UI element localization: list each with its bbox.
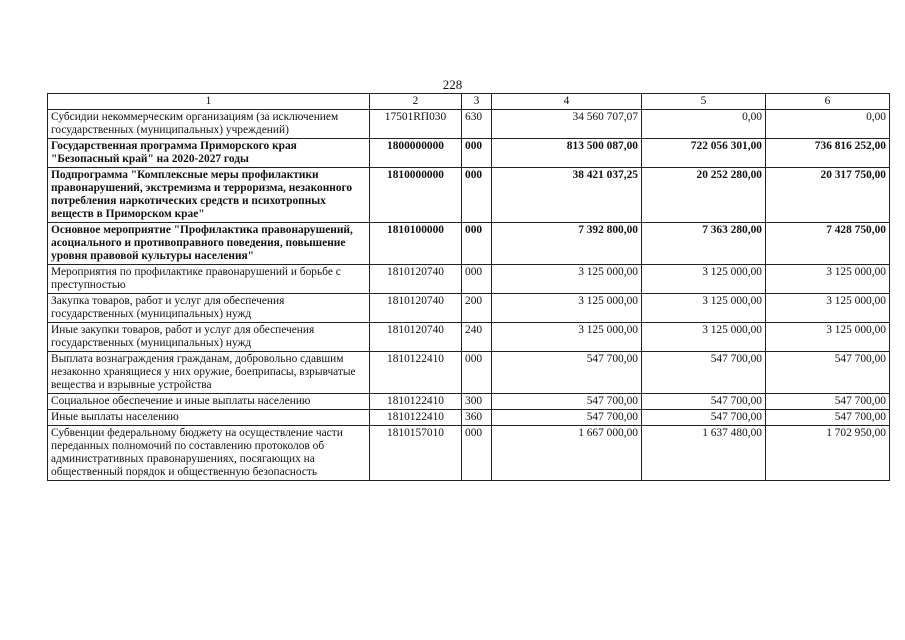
row-name-cell: Социальное обеспечение и иные выплаты населению <box>48 394 370 410</box>
row-amount-2020-cell: 7 392 800,00 <box>492 223 642 265</box>
row-amount-2020-cell: 547 700,00 <box>492 394 642 410</box>
table-row <box>48 426 890 481</box>
row-code-cell: 1810122410 <box>370 394 462 410</box>
table-row <box>48 168 890 223</box>
row-name-cell: Субсидии некоммерческим организациям (за исключением государственных (муниципальных) учреждений) <box>48 110 370 139</box>
row-amount-2020-cell: 3 125 000,00 <box>492 323 642 352</box>
row-amount-2021-cell: 3 125 000,00 <box>642 265 766 294</box>
row-amount-2022-cell: 547 700,00 <box>766 410 890 426</box>
row-amount-2022-cell: 7 428 750,00 <box>766 223 890 265</box>
row-name-cell: Закупка товаров, работ и услуг для обеспечения государственных (муниципальных) нужд <box>48 294 370 323</box>
row-amount-2020-cell: 34 560 707,07 <box>492 110 642 139</box>
row-amount-2020-cell: 3 125 000,00 <box>492 265 642 294</box>
column-header: 6 <box>766 94 890 110</box>
row-amount-2020-cell: 1 667 000,00 <box>492 426 642 481</box>
table-row <box>48 410 890 426</box>
row-type-cell: 000 <box>462 139 492 168</box>
row-type-cell: 000 <box>462 223 492 265</box>
table-row <box>48 352 890 394</box>
row-code-cell: 1810122410 <box>370 410 462 426</box>
row-name-cell: Иные выплаты населению <box>48 410 370 426</box>
budget-table <box>47 93 890 481</box>
row-code-cell: 1810100000 <box>370 223 462 265</box>
row-amount-2021-cell: 547 700,00 <box>642 394 766 410</box>
column-header: 2 <box>370 94 462 110</box>
row-code-cell: 1800000000 <box>370 139 462 168</box>
row-amount-2021-cell: 3 125 000,00 <box>642 294 766 323</box>
column-header: 1 <box>48 94 370 110</box>
row-code-cell: 1810120740 <box>370 323 462 352</box>
table-row <box>48 323 890 352</box>
row-name-cell: Мероприятия по профилактике правонарушений и борьбе с преступностью <box>48 265 370 294</box>
row-amount-2022-cell: 547 700,00 <box>766 394 890 410</box>
row-code-cell: 17501RП030 <box>370 110 462 139</box>
row-code-cell: 1810120740 <box>370 265 462 294</box>
row-code-cell: 1810000000 <box>370 168 462 223</box>
row-code-cell: 1810120740 <box>370 294 462 323</box>
row-amount-2020-cell: 38 421 037,25 <box>492 168 642 223</box>
row-amount-2022-cell: 0,00 <box>766 110 890 139</box>
row-amount-2020-cell: 547 700,00 <box>492 352 642 394</box>
row-type-cell: 000 <box>462 265 492 294</box>
row-amount-2021-cell: 20 252 280,00 <box>642 168 766 223</box>
table-header-row <box>48 94 890 110</box>
row-amount-2020-cell: 3 125 000,00 <box>492 294 642 323</box>
row-amount-2022-cell: 736 816 252,00 <box>766 139 890 168</box>
row-amount-2021-cell: 1 637 480,00 <box>642 426 766 481</box>
column-header: 3 <box>462 94 492 110</box>
row-name-cell: Субвенции федеральному бюджету на осуществление части переданных полномочий по составлению протоколов об административных правонарушениях, посягающих на общественный порядок и общественную безопасность <box>48 426 370 481</box>
row-amount-2020-cell: 813 500 087,00 <box>492 139 642 168</box>
table-row <box>48 139 890 168</box>
row-type-cell: 200 <box>462 294 492 323</box>
row-type-cell: 000 <box>462 168 492 223</box>
row-amount-2021-cell: 0,00 <box>642 110 766 139</box>
row-name-cell: Государственная программа Приморского края "Безопасный край" на 2020-2027 годы <box>48 139 370 168</box>
row-type-cell: 360 <box>462 410 492 426</box>
table-row <box>48 294 890 323</box>
row-type-cell: 630 <box>462 110 492 139</box>
row-type-cell: 300 <box>462 394 492 410</box>
row-code-cell: 1810122410 <box>370 352 462 394</box>
row-amount-2022-cell: 3 125 000,00 <box>766 265 890 294</box>
row-amount-2022-cell: 1 702 950,00 <box>766 426 890 481</box>
row-type-cell: 240 <box>462 323 492 352</box>
table-row <box>48 265 890 294</box>
table-row <box>48 223 890 265</box>
row-name-cell: Выплата вознаграждения гражданам, добровольно сдавшим незаконно хранящиеся у них оружие, боеприпасы, взрывчатые вещества и взрывные устройства <box>48 352 370 394</box>
row-code-cell: 1810157010 <box>370 426 462 481</box>
row-name-cell: Основное мероприятие "Профилактика правонарушений, асоциального и противоправного поведения, повышение уровня правовой культуры населения" <box>48 223 370 265</box>
row-amount-2020-cell: 547 700,00 <box>492 410 642 426</box>
row-amount-2022-cell: 3 125 000,00 <box>766 323 890 352</box>
table-row <box>48 110 890 139</box>
row-type-cell: 000 <box>462 426 492 481</box>
row-amount-2022-cell: 3 125 000,00 <box>766 294 890 323</box>
row-amount-2021-cell: 547 700,00 <box>642 410 766 426</box>
row-amount-2021-cell: 722 056 301,00 <box>642 139 766 168</box>
page-number: 228 <box>442 77 463 92</box>
column-header: 4 <box>492 94 642 110</box>
row-name-cell: Иные закупки товаров, работ и услуг для обеспечения государственных (муниципальных) нужд <box>48 323 370 352</box>
row-name-cell: Подпрограмма "Комплексные меры профилактики правонарушений, экстремизма и терроризма, незаконного потребления наркотических средств и психотропных веществ в Приморском крае" <box>48 168 370 223</box>
row-amount-2022-cell: 20 317 750,00 <box>766 168 890 223</box>
row-amount-2021-cell: 7 363 280,00 <box>642 223 766 265</box>
row-type-cell: 000 <box>462 352 492 394</box>
row-amount-2021-cell: 547 700,00 <box>642 352 766 394</box>
column-header: 5 <box>642 94 766 110</box>
row-amount-2022-cell: 547 700,00 <box>766 352 890 394</box>
table-row <box>48 394 890 410</box>
row-amount-2021-cell: 3 125 000,00 <box>642 323 766 352</box>
